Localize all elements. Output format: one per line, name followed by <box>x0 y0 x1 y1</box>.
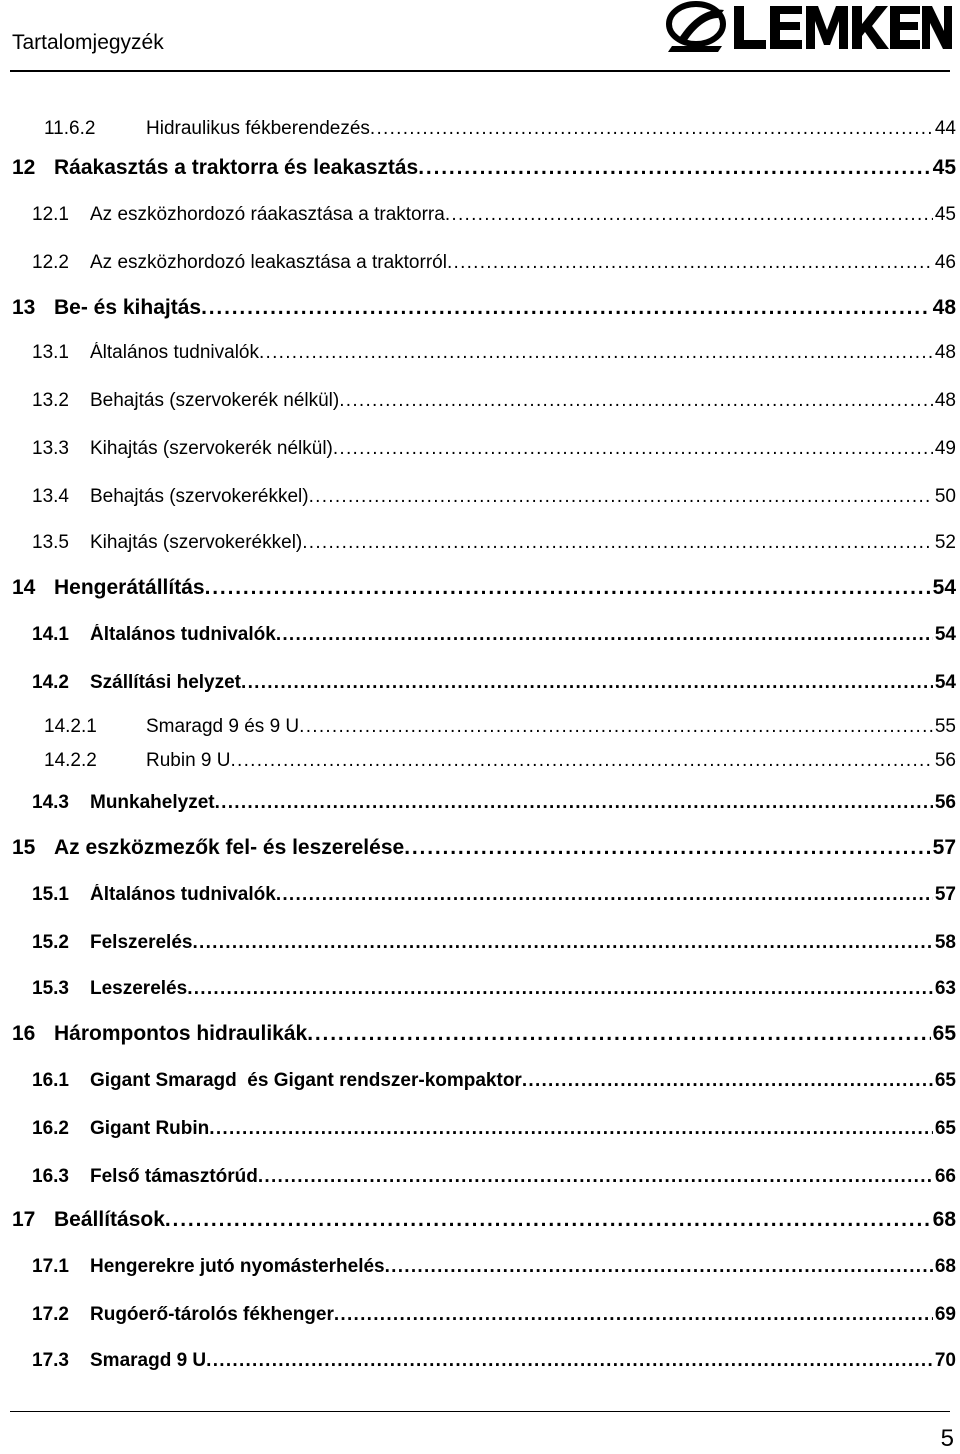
toc-entry[interactable] <box>0 1022 960 1052</box>
toc-entry-page: 54 <box>932 576 956 599</box>
toc-dot-leader <box>205 576 931 600</box>
toc-entry-number: 14.2.1 <box>44 716 97 737</box>
toc-entry[interactable] <box>0 884 960 914</box>
toc-dot-leader <box>201 296 931 320</box>
toc-entry-title: Munkahelyzet <box>90 792 215 813</box>
toc-entry[interactable] <box>0 438 960 468</box>
toc-entry-title: Leszerelés <box>90 978 188 999</box>
toc-entry-title: Felszerelés <box>90 932 193 953</box>
toc-entry-number: 15 <box>12 836 36 859</box>
toc-entry-title: Az eszközhordozó leakasztása a traktorról <box>90 252 447 273</box>
toc-entry-title: Gigant Rubin <box>90 1118 210 1139</box>
toc-entry[interactable] <box>0 792 960 822</box>
toc-entry-title: Rugóerő-tárolós fékhenger <box>90 1304 334 1325</box>
toc-entry[interactable] <box>0 576 960 606</box>
toc-entry-page: 55 <box>934 716 956 737</box>
toc-entry-number: 12.2 <box>32 252 69 273</box>
toc-entry-title: Hidraulikus fékberendezés <box>146 118 370 139</box>
toc-entry-page: 57 <box>934 884 956 905</box>
toc-dot-leader <box>339 390 933 412</box>
toc-entry-number: 16.3 <box>32 1166 69 1187</box>
toc-dot-leader <box>258 1166 933 1188</box>
toc-entry-title: Kihajtás (szervokerékkel) <box>90 532 303 553</box>
toc-entry-title: Behajtás (szervokerékkel) <box>90 486 309 507</box>
toc-dot-leader <box>206 1350 933 1372</box>
toc-entry-page: 65 <box>932 1022 956 1045</box>
toc-entry-page: 45 <box>934 204 956 225</box>
toc-entry-page: 63 <box>934 978 956 999</box>
toc-entry-number: 12 <box>12 156 36 179</box>
toc-dot-leader <box>215 792 933 814</box>
toc-entry-page: 56 <box>934 792 956 813</box>
toc-entry[interactable] <box>0 836 960 866</box>
toc-dot-leader <box>447 252 933 274</box>
toc-entry-title: Kihajtás (szervokerék nélkül) <box>90 438 333 459</box>
toc-entry-page: 48 <box>932 296 956 319</box>
toc-entry-page: 56 <box>934 750 956 771</box>
toc-dot-leader <box>307 1022 930 1046</box>
toc-entry-page: 45 <box>932 156 956 179</box>
toc-entry-title: Smaragd 9 és 9 U <box>146 716 300 737</box>
toc-entry-title: Behajtás (szervokerék nélkül) <box>90 390 340 411</box>
toc-entry-page: 57 <box>932 836 956 859</box>
toc-entry-number: 13.5 <box>32 532 69 553</box>
toc-dot-leader <box>385 1256 933 1278</box>
toc-dot-leader <box>522 1070 933 1092</box>
page-number: 5 <box>940 1425 954 1452</box>
toc-entry-page: 44 <box>934 118 956 139</box>
toc-dot-leader <box>231 750 933 772</box>
toc-entry[interactable] <box>0 1256 960 1286</box>
toc-entry-number: 14 <box>12 576 36 599</box>
toc-entry-number: 11.6.2 <box>44 118 96 139</box>
toc-entry-page: 70 <box>934 1350 956 1371</box>
toc-entry[interactable] <box>0 672 960 702</box>
toc-entry-title: Hengerekre jutó nyomásterhelés <box>90 1256 385 1277</box>
toc-entry-page: 65 <box>934 1070 956 1091</box>
toc-entry-number: 16.1 <box>32 1070 69 1091</box>
header-divider <box>10 70 950 72</box>
logo-emblem-icon <box>668 4 724 52</box>
toc-dot-leader <box>333 438 933 460</box>
toc-entry-page: 68 <box>934 1256 956 1277</box>
toc-entry[interactable] <box>0 932 960 962</box>
toc-entry[interactable] <box>0 532 960 562</box>
toc-entry-page: 66 <box>934 1166 956 1187</box>
toc-entry-page: 48 <box>934 342 956 363</box>
toc-entry-number: 15.1 <box>32 884 69 905</box>
toc-entry-title: Hárompontos hidraulikák <box>54 1022 308 1045</box>
toc-entry-title: Az eszközhordozó ráakasztása a traktorra <box>90 204 445 225</box>
toc-entry-title: Az eszközmezők fel- és leszerelése <box>54 836 405 859</box>
toc-entry-number: 17.2 <box>32 1304 69 1325</box>
toc-dot-leader <box>276 884 933 906</box>
toc-entry-number: 14.1 <box>32 624 69 645</box>
toc-entry-number: 14.2 <box>32 672 69 693</box>
toc-entry-number: 17.1 <box>32 1256 69 1277</box>
header-title: Tartalomjegyzék <box>12 31 164 54</box>
toc-entry[interactable] <box>0 390 960 420</box>
toc-entry-title: Smaragd 9 U <box>90 1350 207 1371</box>
toc-entry-number: 13.1 <box>32 342 69 363</box>
toc-entry-title: Felső támasztórúd <box>90 1166 258 1187</box>
logo-wordmark <box>734 6 952 49</box>
toc-dot-leader <box>445 204 933 226</box>
toc-dot-leader <box>276 624 933 646</box>
toc-dot-leader <box>299 716 933 738</box>
toc-dot-leader <box>241 672 933 694</box>
toc-entry-number: 14.2.2 <box>44 750 97 771</box>
toc-entry-number: 17.3 <box>32 1350 69 1371</box>
toc-entry[interactable] <box>0 1304 960 1334</box>
toc-entry[interactable] <box>0 1166 960 1196</box>
toc-entry-number: 14.3 <box>32 792 69 813</box>
toc-entry-page: 54 <box>934 672 956 693</box>
toc-entry[interactable] <box>0 978 960 1008</box>
toc-entry-title: Általános tudnivalók <box>90 342 259 363</box>
toc-entry-page: 58 <box>934 932 956 953</box>
toc-entry-page: 52 <box>934 532 956 553</box>
toc-entry-title: Be- és kihajtás <box>54 296 202 319</box>
toc-entry-page: 49 <box>934 438 956 459</box>
toc-entry[interactable] <box>0 1350 960 1380</box>
toc-entry-title: Általános tudnivalók <box>90 884 276 905</box>
toc-entry[interactable] <box>0 716 960 746</box>
toc-entry-title: Szállítási helyzet <box>90 672 242 693</box>
toc-dot-leader <box>309 486 933 508</box>
toc-dot-leader <box>334 1304 933 1326</box>
toc-entry[interactable] <box>0 1208 960 1238</box>
toc-entry-title: Hengerátállítás <box>54 576 205 599</box>
toc-entry-title: Rubin 9 U <box>146 750 231 771</box>
toc-entry-title: Gigant Smaragd és Gigant rendszer-kompaktor <box>90 1070 522 1091</box>
toc-dot-leader <box>259 342 933 364</box>
toc-entry[interactable] <box>0 1118 960 1148</box>
toc-dot-leader <box>302 532 933 554</box>
toc-entry-title: Általános tudnivalók <box>90 624 276 645</box>
lemken-logo <box>664 0 952 58</box>
toc-dot-leader <box>192 932 932 954</box>
toc-entry-number: 12.1 <box>32 204 69 225</box>
toc-entry[interactable] <box>0 252 960 282</box>
toc-dot-leader <box>418 156 930 180</box>
toc-entry-number: 15.2 <box>32 932 69 953</box>
footer-divider <box>10 1411 950 1412</box>
toc-entry[interactable] <box>0 118 960 148</box>
toc-entry-page: 50 <box>934 486 956 507</box>
toc-entry-page: 48 <box>934 390 956 411</box>
toc-entry-page: 65 <box>934 1118 956 1139</box>
toc-entry[interactable] <box>0 342 960 372</box>
toc-entry-page: 46 <box>934 252 956 273</box>
toc-entry-number: 13 <box>12 296 36 319</box>
toc-dot-leader <box>370 118 933 140</box>
toc-entry[interactable] <box>0 486 960 516</box>
toc-dot-leader <box>209 1118 933 1140</box>
toc-entry-number: 15.3 <box>32 978 69 999</box>
toc-entry[interactable] <box>0 750 960 780</box>
toc-entry-title: Ráakasztás a traktorra és leakasztás <box>54 156 419 179</box>
toc-entry-number: 13.2 <box>32 390 69 411</box>
toc-entry[interactable] <box>0 204 960 234</box>
toc-entry-number: 13.4 <box>32 486 69 507</box>
toc-entry[interactable] <box>0 156 960 186</box>
toc-entry-page: 54 <box>934 624 956 645</box>
toc-dot-leader <box>404 836 930 860</box>
toc-dot-leader <box>187 978 933 1000</box>
toc-entry-page: 68 <box>932 1208 956 1231</box>
toc-entry[interactable] <box>0 1070 960 1100</box>
toc-entry-title: Beállítások <box>54 1208 165 1231</box>
toc-entry-number: 13.3 <box>32 438 69 459</box>
toc-entry-number: 16.2 <box>32 1118 69 1139</box>
toc-dot-leader <box>165 1208 931 1232</box>
toc-entry-number: 16 <box>12 1022 36 1045</box>
toc-entry[interactable] <box>0 624 960 654</box>
toc-entry-page: 69 <box>934 1304 956 1325</box>
toc-entry[interactable] <box>0 296 960 326</box>
toc-entry-number: 17 <box>12 1208 36 1231</box>
